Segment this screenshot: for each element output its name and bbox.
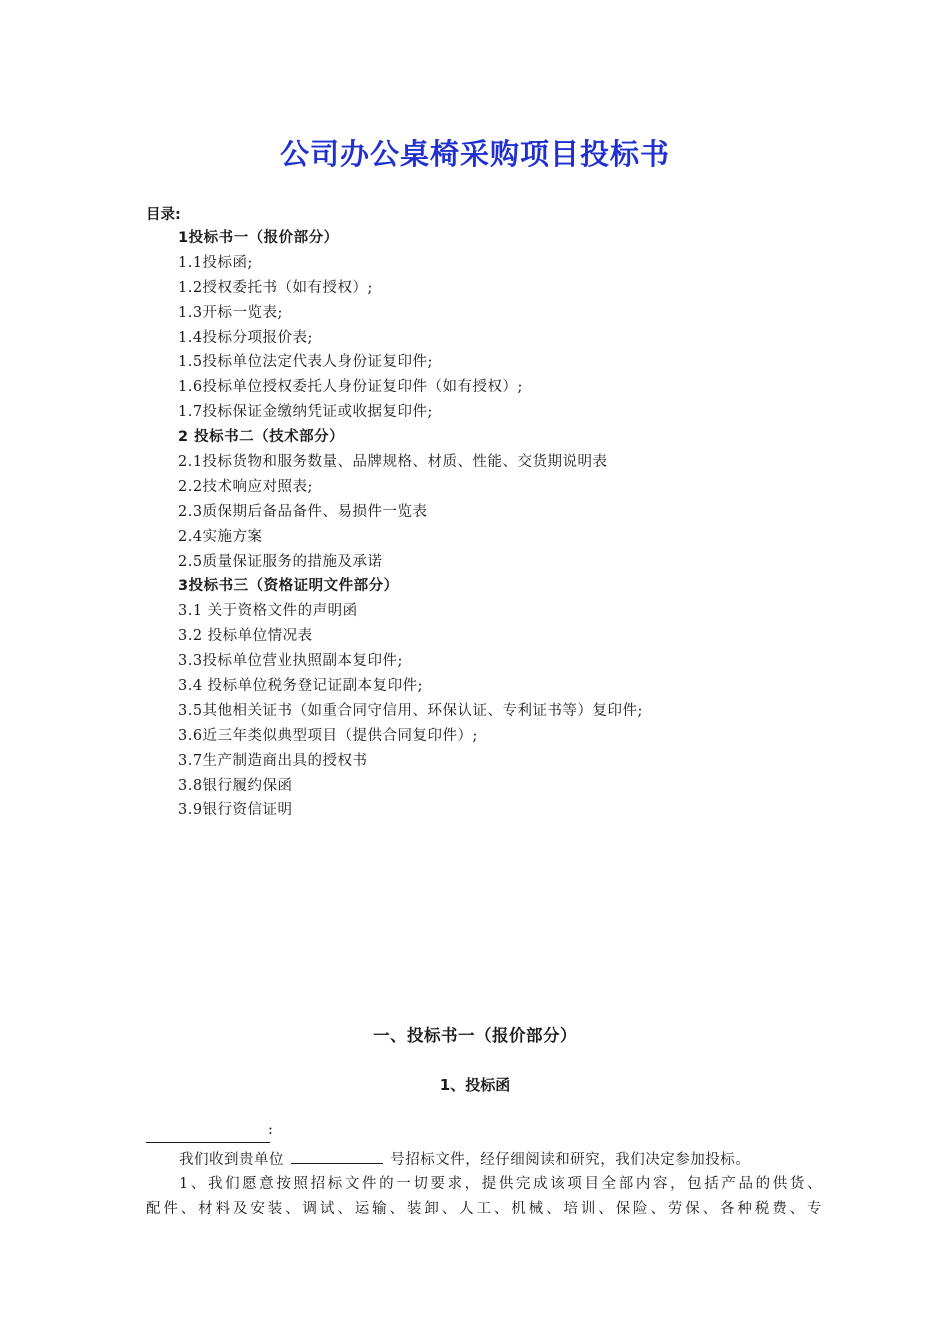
addressee-colon: : [268, 1122, 273, 1138]
toc-item: 1.5投标单位法定代表人身份证复印件; [178, 354, 433, 371]
tender-number-blank [291, 1147, 383, 1164]
toc-item: 3.3投标单位营业执照副本复印件; [178, 653, 403, 670]
paragraph-line: 配件、材料及安装、调试、运输、装卸、人工、机械、培训、保险、劳保、各种税费、专 [146, 1201, 822, 1217]
toc-item: 3.4 投标单位税务登记证副本复印件; [178, 678, 424, 695]
toc-item: 1.3开标一览表; [178, 304, 283, 321]
toc-item: 3.8银行履约保函 [178, 777, 293, 794]
letter-paragraph-2 [146, 1172, 822, 1222]
paragraph-text: 号招标文件，经仔细阅读和研究，我们决定参加投标。 [390, 1152, 751, 1168]
toc-item: 2.2技术响应对照表; [178, 478, 313, 495]
toc-item: 3.6近三年类似典型项目（提供合同复印件）; [178, 727, 478, 744]
toc-section: 3投标书三（资格证明文件部分） [178, 578, 399, 595]
toc-item: 3.5其他相关证书（如重合同守信用、环保认证、专利证书等）复印件; [178, 702, 643, 719]
sub-heading: 1、投标函 [439, 1076, 511, 1094]
toc-item: 1.2授权委托书（如有授权）; [178, 279, 373, 296]
toc-item: 3.7生产制造商出具的授权书 [178, 752, 368, 769]
paragraph-line: 1、我们愿意按照招标文件的一切要求，提供完成该项目全部内容，包括产品的供货、 [179, 1176, 822, 1192]
toc-section: 1投标书一（报价部分） [178, 230, 339, 246]
toc-section: 2 投标书二（技术部分） [178, 429, 345, 446]
toc-item: 2.5质量保证服务的措施及承诺 [178, 553, 383, 570]
toc-item: 2.4实施方案 [178, 528, 263, 545]
page-title: 公司办公桌椅采购项目投标书 [279, 137, 670, 171]
toc-item: 3.1 关于资格文件的声明函 [178, 603, 358, 620]
letter-paragraph-1 [146, 1147, 822, 1173]
paragraph-text: 我们收到贵单位 [179, 1152, 284, 1168]
toc-item: 1.7投标保证金缴纳凭证或收据复印件; [178, 404, 433, 421]
toc-item: 1.1投标函; [178, 254, 253, 271]
part-heading: 一、投标书一（报价部分） [373, 1026, 577, 1045]
toc-item: 2.1投标货物和服务数量、品牌规格、材质、性能、交货期说明表 [178, 454, 608, 471]
toc-item: 3.2 投标单位情况表 [178, 628, 313, 645]
toc-label: 目录: [146, 207, 181, 223]
toc-item: 1.4投标分项报价表; [178, 329, 313, 346]
addressee-blank-line [146, 1124, 270, 1143]
toc-item: 3.9银行资信证明 [178, 802, 293, 819]
toc-item: 1.6投标单位授权委托人身份证复印件（如有授权）; [178, 379, 523, 396]
table-of-contents [178, 226, 643, 823]
toc-item: 2.3质保期后备品备件、易损件一览表 [178, 503, 428, 520]
